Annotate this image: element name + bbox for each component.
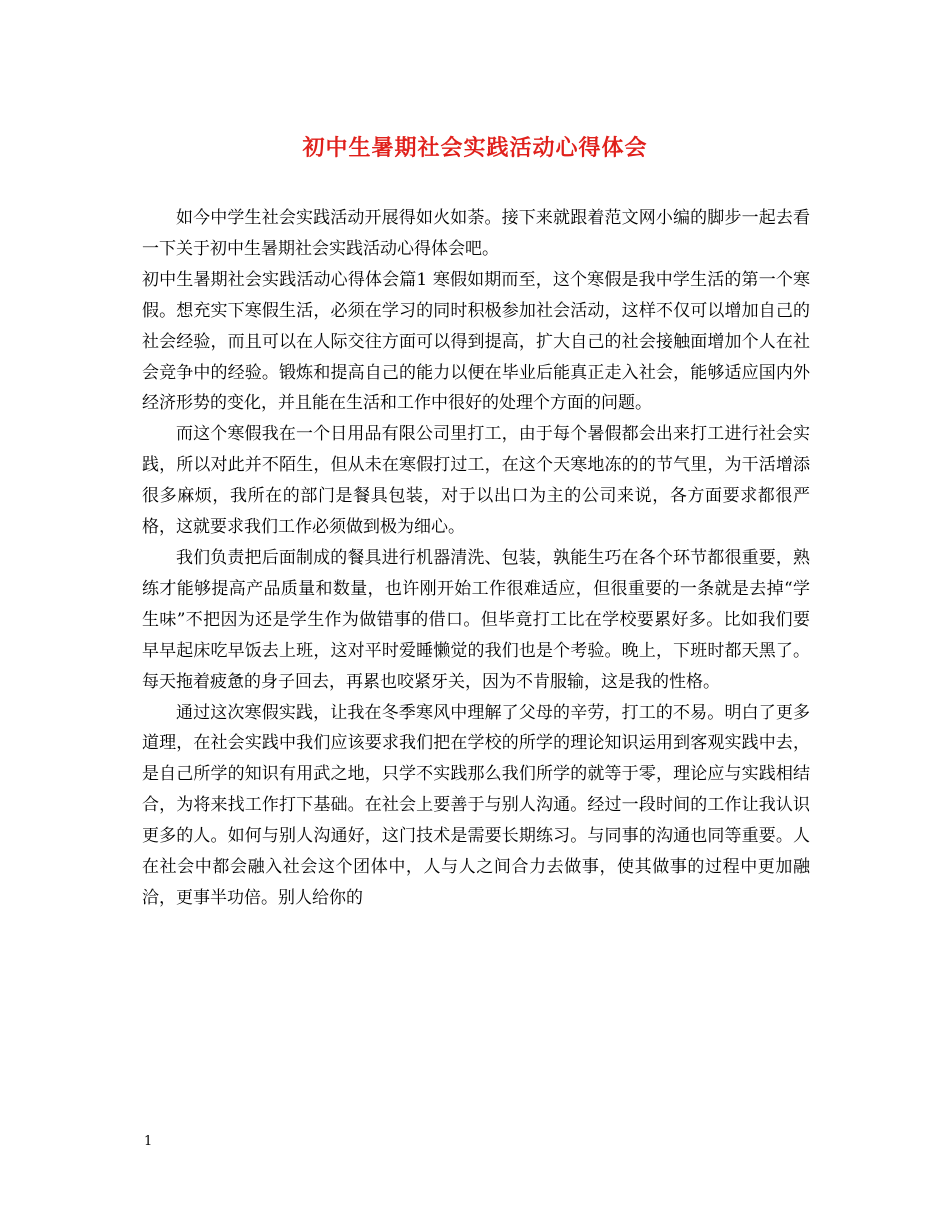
body-paragraph: 我们负责把后面制成的餐具进行机器清洗、包装，孰能生巧在各个环节都很重要，熟练才能够提高产品质量和数量，也许刚开始工作很难适应，但很重要的一条就是去掉“学生味”不把因为还是学生作为做错事的借口。但毕竟打工比在学校要累好多。比如我们要早早起床吃早饭去上班，这对平时爱睡懒觉的我们也是个考验。晚上，下班时都天黑了。每天拖着疲惫的身子回去，再累也咬紧牙关，因为不肯服输，这是我的性格。 — [142, 547, 810, 692]
page-number: 1 — [144, 1134, 153, 1149]
section-heading: 初中生暑期社会实践活动心得体会篇1 — [142, 269, 428, 290]
document-body — [142, 203, 810, 914]
section-paragraph — [142, 265, 810, 420]
body-paragraph: 通过这次寒假实践，让我在冬季寒风中理解了父母的辛劳，打工的不易。明白了更多道理，在社会实践中我们应该要求我们把在学校的所学的理论知识运用到客观实践中去，是自己所学的知识有用武之地，只学不实践那么我们所学的就等于零，理论应与实践相结合，为将来找工作打下基础。在社会上要善于与别人沟通。经过一段时间的工作让我认识更多的人。如何与别人沟通好，这门技术是需要长期练习。与同事的沟通也同等重要。人在社会中都会融入社会这个团体中，人与人之间合力去做事，使其做事的过程中更加融洽，更事半功倍。别人给你的 — [142, 702, 810, 908]
body-paragraph: 而这个寒假我在一个日用品有限公司里打工，由于每个暑假都会出来打工进行社会实践，所以对此并不陌生，但从未在寒假打过工，在这个天寒地冻的的节气里，为干活增添很多麻烦，我所在的部门是餐具包装，对于以出口为主的公司来说，各方面要求都很严格，这就要求我们工作必须做到极为细心。 — [142, 424, 810, 538]
document-title: 初中生暑期社会实践活动心得体会 — [302, 135, 648, 161]
intro-paragraph: 如今中学生社会实践活动开展得如火如荼。接下来就跟着范文网小编的脚步一起去看一下关于初中生暑期社会实践活动心得体会吧。 — [142, 208, 810, 259]
section-first-text: 寒假如期而至，这个寒假是我中学生活的第一个寒假。想充实下寒假生活，必须在学习的同时积极参加社会活动，这样不仅可以增加自己的社会经验，而且可以在人际交往方面可以得到提高，扩大自己的社会接触面增加个人在社会竞争中的经验。锻炼和提高自己的能力以便在毕业后能真正走入社会，能够适应国内外经济形势的变化，并且能在生活和工作中很好的处理个方面的问题。 — [142, 269, 810, 414]
